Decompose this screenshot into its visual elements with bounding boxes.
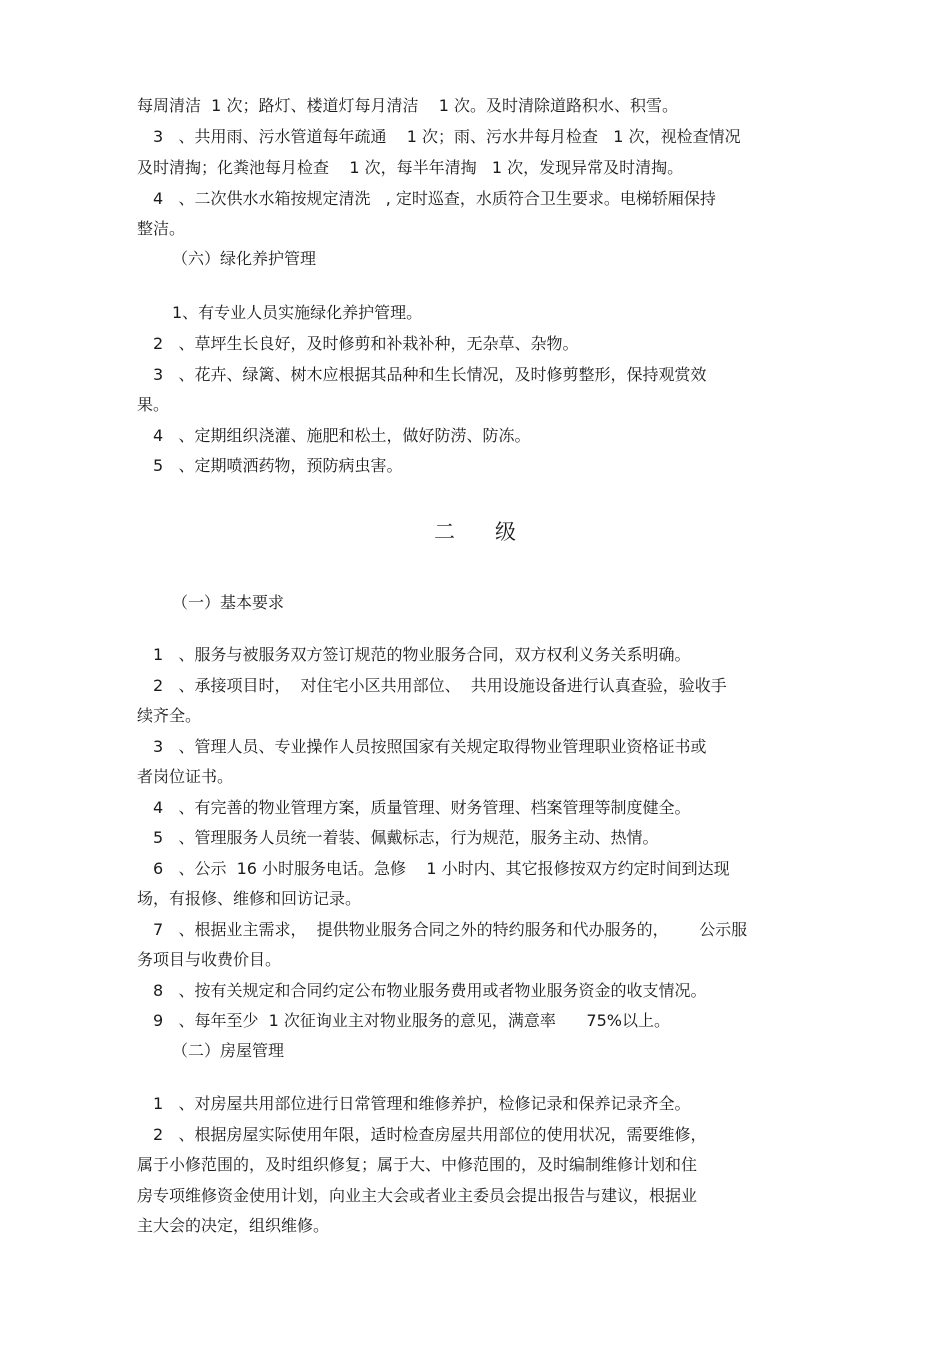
text-line: 1 、服务与被服务双方签订规范的物业服务合同，双方权利义务关系明确。: [153, 645, 691, 664]
text-line: 3 、共用雨、污水管道每年疏通 1 次；雨、污水井每月检查 1 次，视检查情况: [153, 127, 741, 146]
text-line: 每周清洁 1 次；路灯、楼道灯每月清洁 1 次。及时清除道路积水、积雪。: [137, 96, 679, 115]
text-line: 属于小修范围的，及时组织修复；属于大、中修范围的，及时编制维修计划和住: [137, 1155, 698, 1174]
section-heading: （一）基本要求: [172, 593, 285, 612]
text-line: 5 、管理服务人员统一着装、佩戴标志，行为规范，服务主动、热情。: [153, 828, 659, 847]
text-line: 9 、每年至少 1 次征询业主对物业服务的意见，满意率 75%以上。: [153, 1011, 670, 1030]
text-line: 6 、公示 16 小时服务电话。急修 1 小时内、其它报修按双方约定时间到达现: [153, 859, 730, 878]
level-title: 二 级: [433, 520, 517, 544]
text-line: 2 、草坪生长良好，及时修剪和补栽补种，无杂草、杂物。: [153, 334, 579, 353]
text-line: 者岗位证书。: [137, 767, 234, 786]
section-heading: （二）房屋管理: [172, 1041, 285, 1060]
text-line: 整洁。: [137, 219, 186, 238]
section-heading: （六）绿化养护管理: [172, 249, 317, 268]
text-line: 务项目与收费价目。: [137, 950, 282, 969]
text-line: 3 、花卉、绿篱、树木应根据其品种和生长情况，及时修剪整形，保持观赏效: [153, 365, 707, 384]
text-line: 房专项维修资金使用计划，向业主大会或者业主委员会提出报告与建议，根据业: [137, 1186, 698, 1205]
text-line: 7 、根据业主需求， 提供物业服务合同之外的特约服务和代办服务的， 公示服: [153, 920, 748, 939]
text-line: 场，有报修、维修和回访记录。: [137, 889, 362, 908]
text-line: 续齐全。: [137, 706, 202, 725]
text-line: 2 、根据房屋实际使用年限，适时检查房屋共用部位的使用状况，需要维修，: [153, 1125, 707, 1144]
text-line: 主大会的决定，组织维修。: [137, 1216, 330, 1235]
text-line: 果。: [137, 395, 170, 414]
text-line: 4 、二次供水水箱按规定清洗 , 定时巡查，水质符合卫生要求。电梯轿厢保持: [153, 189, 716, 208]
text-line: 1、有专业人员实施绿化养护管理。: [172, 303, 423, 322]
text-line: 及时清掏；化粪池每月检查 1 次，每半年清掏 1 次，发现异常及时清掏。: [137, 158, 684, 177]
text-line: 3 、管理人员、专业操作人员按照国家有关规定取得物业管理职业资格证书或: [153, 737, 707, 756]
text-line: 1 、对房屋共用部位进行日常管理和维修养护，检修记录和保养记录齐全。: [153, 1094, 691, 1113]
text-line: 5 、定期喷洒药物，预防病虫害。: [153, 456, 403, 475]
text-line: 4 、有完善的物业管理方案，质量管理、财务管理、档案管理等制度健全。: [153, 798, 691, 817]
text-line: 4 、定期组织浇灌、施肥和松土，做好防涝、防冻。: [153, 426, 531, 445]
text-line: 2 、承接项目时， 对住宅小区共用部位、 共用设施设备进行认真查验，验收手: [153, 676, 727, 695]
text-line: 8 、按有关规定和合同约定公布物业服务费用或者物业服务资金的收支情况。: [153, 981, 707, 1000]
